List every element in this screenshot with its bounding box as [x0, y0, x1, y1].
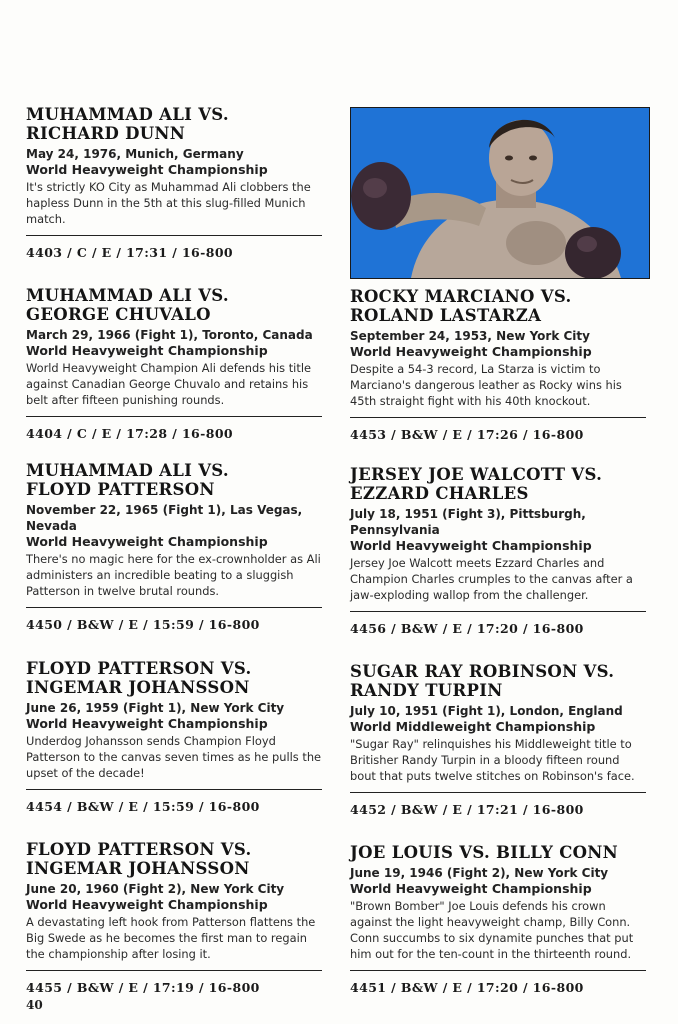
fight-entry [350, 287, 646, 442]
fight-title-line: FLOYD PATTERSON [26, 480, 215, 499]
fight-title-line: RANDY TURPIN [350, 681, 503, 700]
championship: World Heavyweight Championship [26, 343, 268, 358]
fight-entry [26, 659, 322, 814]
catalog-code: 4455 / B&W / E / 17:19 / 16-800 [26, 980, 260, 995]
fight-entry [26, 286, 322, 441]
championship: World Heavyweight Championship [26, 162, 268, 177]
catalog-code: 4451 / B&W / E / 17:20 / 16-800 [350, 980, 584, 995]
fight-date: July 10, 1951 (Fight 1), London, England [350, 704, 623, 718]
catalog-code: 4456 / B&W / E / 17:20 / 16-800 [350, 621, 584, 636]
fight-title-line: SUGAR RAY ROBINSON VS. [350, 662, 615, 681]
championship: World Heavyweight Championship [350, 881, 592, 896]
fight-date: March 29, 1966 (Fight 1), Toronto, Canada [26, 328, 313, 342]
fight-description: A devastating left hook from Patterson flattens the Big Swede as he becomes the first man to regain the championship after losing it. [26, 915, 316, 961]
fight-title-line: MUHAMMAD ALI VS. [26, 461, 229, 480]
divider [350, 792, 646, 793]
fight-date: November 22, 1965 (Fight 1), Las Vegas, [26, 503, 303, 517]
fight-title [350, 287, 646, 325]
fight-title-line: ROLAND LASTARZA [350, 306, 542, 325]
championship: World Heavyweight Championship [350, 538, 592, 553]
fight-title-line: FLOYD PATTERSON VS. [26, 840, 252, 859]
catalog-code: 4404 / C / E / 17:28 / 16-800 [26, 426, 234, 441]
fight-title-line: FLOYD PATTERSON VS. [26, 659, 252, 678]
championship: World Middleweight Championship [350, 719, 596, 734]
fight-title-line: JERSEY JOE WALCOTT VS. [350, 465, 603, 484]
divider [350, 970, 646, 971]
fight-title-line: EZZARD CHARLES [350, 484, 529, 503]
fight-description: "Sugar Ray" relinquishes his Middleweight title to Britisher Randy Turpin in a bloody fifteen round bout that puts twelve stitches on Robinson's face. [350, 737, 635, 783]
fight-entry [350, 662, 646, 817]
fight-date: September 24, 1953, New York City [350, 329, 590, 343]
fight-title [350, 662, 646, 700]
fight-entry [26, 461, 322, 632]
page-number: 40 [26, 998, 43, 1012]
fight-entry [350, 465, 646, 636]
fight-title-line: INGEMAR JOHANSSON [26, 678, 250, 697]
fight-description: Despite a 54-3 record, La Starza is victim to Marciano's dangerous leather as Rocky wins his 45th straight fight with his 40th knockout. [350, 362, 622, 408]
fight-description: Underdog Johansson sends Champion Floyd Patterson to the canvas seven times as he pulls the upset of the decade! [26, 734, 322, 780]
fight-description: There's no magic here for the ex-crownholder as Ali administers an incredible beating to a sluggish Patterson in twelve brutal rounds. [26, 552, 321, 598]
fight-title [350, 843, 646, 862]
fight-description: It's strictly KO City as Muhammad Ali clobbers the hapless Dunn in the 5th at this slug-filled Munich match. [26, 180, 311, 226]
divider [26, 970, 322, 971]
fight-date: June 26, 1959 (Fight 1), New York City [26, 701, 285, 715]
fight-date-continued: Nevada [26, 519, 77, 533]
divider [26, 607, 322, 608]
fight-title-line: RICHARD DUNN [26, 124, 186, 143]
championship: World Heavyweight Championship [350, 344, 592, 359]
catalog-code: 4403 / C / E / 17:31 / 16-800 [26, 245, 234, 260]
fight-title [26, 105, 322, 143]
championship: World Heavyweight Championship [26, 897, 268, 912]
fight-date-continued: Pennsylvania [350, 523, 440, 537]
fight-title-line: INGEMAR JOHANSSON [26, 859, 250, 878]
fight-date: May 24, 1976, Munich, Germany [26, 147, 244, 161]
boxer-photo [350, 107, 650, 279]
catalog-code: 4452 / B&W / E / 17:21 / 16-800 [350, 802, 584, 817]
catalog-code: 4453 / B&W / E / 17:26 / 16-800 [350, 427, 584, 442]
fight-entry [26, 105, 322, 260]
fight-title [26, 659, 322, 697]
fight-title-line: MUHAMMAD ALI VS. [26, 105, 229, 124]
fight-title-line: JOE LOUIS VS. BILLY CONN [350, 843, 619, 862]
championship: World Heavyweight Championship [26, 534, 268, 549]
fight-title [26, 840, 322, 878]
fight-title [350, 465, 646, 503]
fight-description: World Heavyweight Champion Ali defends his title against Canadian George Chuvalo and retains his belt after fifteen punishing rounds. [26, 361, 311, 407]
fight-entry [350, 843, 646, 995]
fight-description: "Brown Bomber" Joe Louis defends his crown against the light heavyweight champ, Billy Conn. Conn succumbs to six dynamite punches that put him out for the ten-count in the thirteenth round. [350, 899, 634, 961]
fight-title [26, 286, 322, 324]
catalog-code: 4454 / B&W / E / 15:59 / 16-800 [26, 799, 260, 814]
divider [26, 416, 322, 417]
divider [350, 611, 646, 612]
divider [350, 417, 646, 418]
divider [26, 789, 322, 790]
championship: World Heavyweight Championship [26, 716, 268, 731]
fight-entry [26, 840, 322, 995]
fight-date: July 18, 1951 (Fight 3), Pittsburgh, [350, 507, 586, 521]
fight-title-line: ROCKY MARCIANO VS. [350, 287, 572, 306]
divider [26, 235, 322, 236]
fight-title [26, 461, 322, 499]
catalog-code: 4450 / B&W / E / 15:59 / 16-800 [26, 617, 260, 632]
fight-date: June 19, 1946 (Fight 2), New York City [350, 866, 609, 880]
fight-title-line: GEORGE CHUVALO [26, 305, 211, 324]
fight-title-line: MUHAMMAD ALI VS. [26, 286, 229, 305]
boxer-illustration [351, 108, 649, 278]
fight-date: June 20, 1960 (Fight 2), New York City [26, 882, 285, 896]
fight-description: Jersey Joe Walcott meets Ezzard Charles and Champion Charles crumples to the canvas after a jaw-exploding wallop from the challenger. [350, 556, 633, 602]
